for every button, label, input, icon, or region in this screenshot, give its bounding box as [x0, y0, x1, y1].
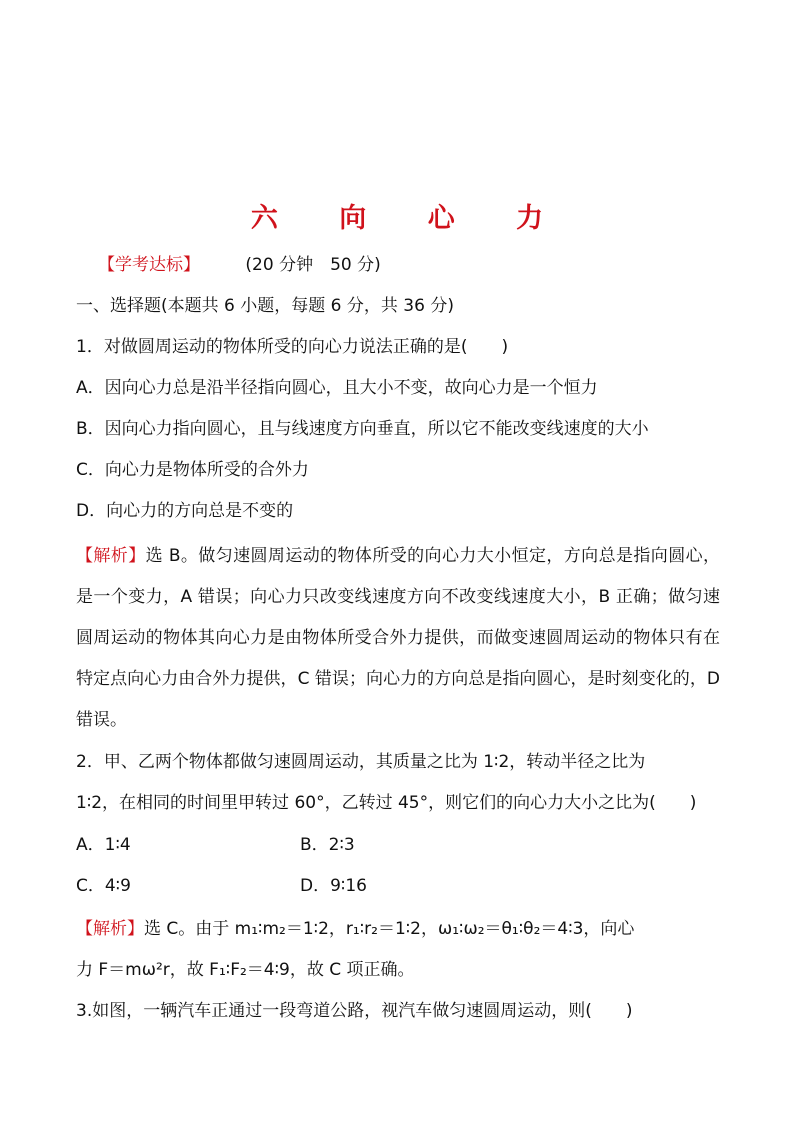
- q2-options-row2: [76, 874, 726, 898]
- q1-option-d: D．向心力的方向总是不变的: [76, 501, 294, 521]
- q2-option-b: B．2∶3: [300, 835, 355, 855]
- q1-option-a: A．因向心力总是沿半径指向圆心，且大小不变，故向心力是一个恒力: [76, 378, 598, 398]
- level-tag: 【学考达标】: [98, 255, 200, 275]
- analysis-tag: 【解析】: [76, 919, 144, 939]
- q2-option-c: C．4∶9: [76, 876, 131, 896]
- q1-analysis-text: 选 B。做匀速圆周运动的物体所受的向心力大小恒定，方向总是指向圆心，是一个变力，A 错误；向心力只改变线速度方向不改变线速度大小，B 正确；做匀速圆周运动的物体其向心力是由物体所受合外力提供，而做变速圆周运动的物体只有在特定点向心力由合外力提供，C 错误；向心力的方向总是指向圆心，是时刻变化的，D 错误。: [76, 546, 720, 730]
- q3-stem: 3.如图，一辆汽车正通过一段弯道公路，视汽车做匀速圆周运动，则( ): [76, 1001, 633, 1021]
- time-limit: (20 分钟 50 分): [245, 255, 381, 275]
- q1-option-c: C．向心力是物体所受的合外力: [76, 460, 309, 480]
- q2-options-row1: [76, 833, 726, 857]
- q2-option-a: A．1∶4: [76, 835, 131, 855]
- q2-stem-line2: 1∶2，在相同的时间里甲转过 60°，乙转过 45°，则它们的向心力大小之比为( ): [76, 793, 697, 813]
- analysis-tag: 【解析】: [76, 546, 146, 566]
- q2-option-d: D．9∶16: [300, 876, 367, 896]
- page-title: 六 向 心 力: [250, 203, 570, 234]
- q1-analysis: [76, 536, 720, 741]
- section-title: 一、选择题(本题共 6 小题，每题 6 分，共 36 分): [76, 296, 454, 316]
- q2-analysis-line1: [76, 917, 726, 941]
- q1-stem: 1．对做圆周运动的物体所受的向心力说法正确的是( ): [76, 337, 509, 357]
- section-header: [76, 253, 726, 277]
- q1-option-b: B．因向心力指向圆心，且与线速度方向垂直，所以它不能改变线速度的大小: [76, 419, 649, 439]
- q2-analysis-line2: 力 F＝mω²r，故 F₁∶F₂＝4∶9，故 C 项正确。: [76, 960, 415, 980]
- q2-analysis-text-1: 选 C。由于 m₁∶m₂＝1∶2，r₁∶r₂＝1∶2，ω₁∶ω₂＝θ₁∶θ₂＝4∶3，向心: [144, 919, 635, 939]
- q2-stem-line1: 2．甲、乙两个物体都做匀速圆周运动，其质量之比为 1∶2，转动半径之比为: [76, 752, 646, 772]
